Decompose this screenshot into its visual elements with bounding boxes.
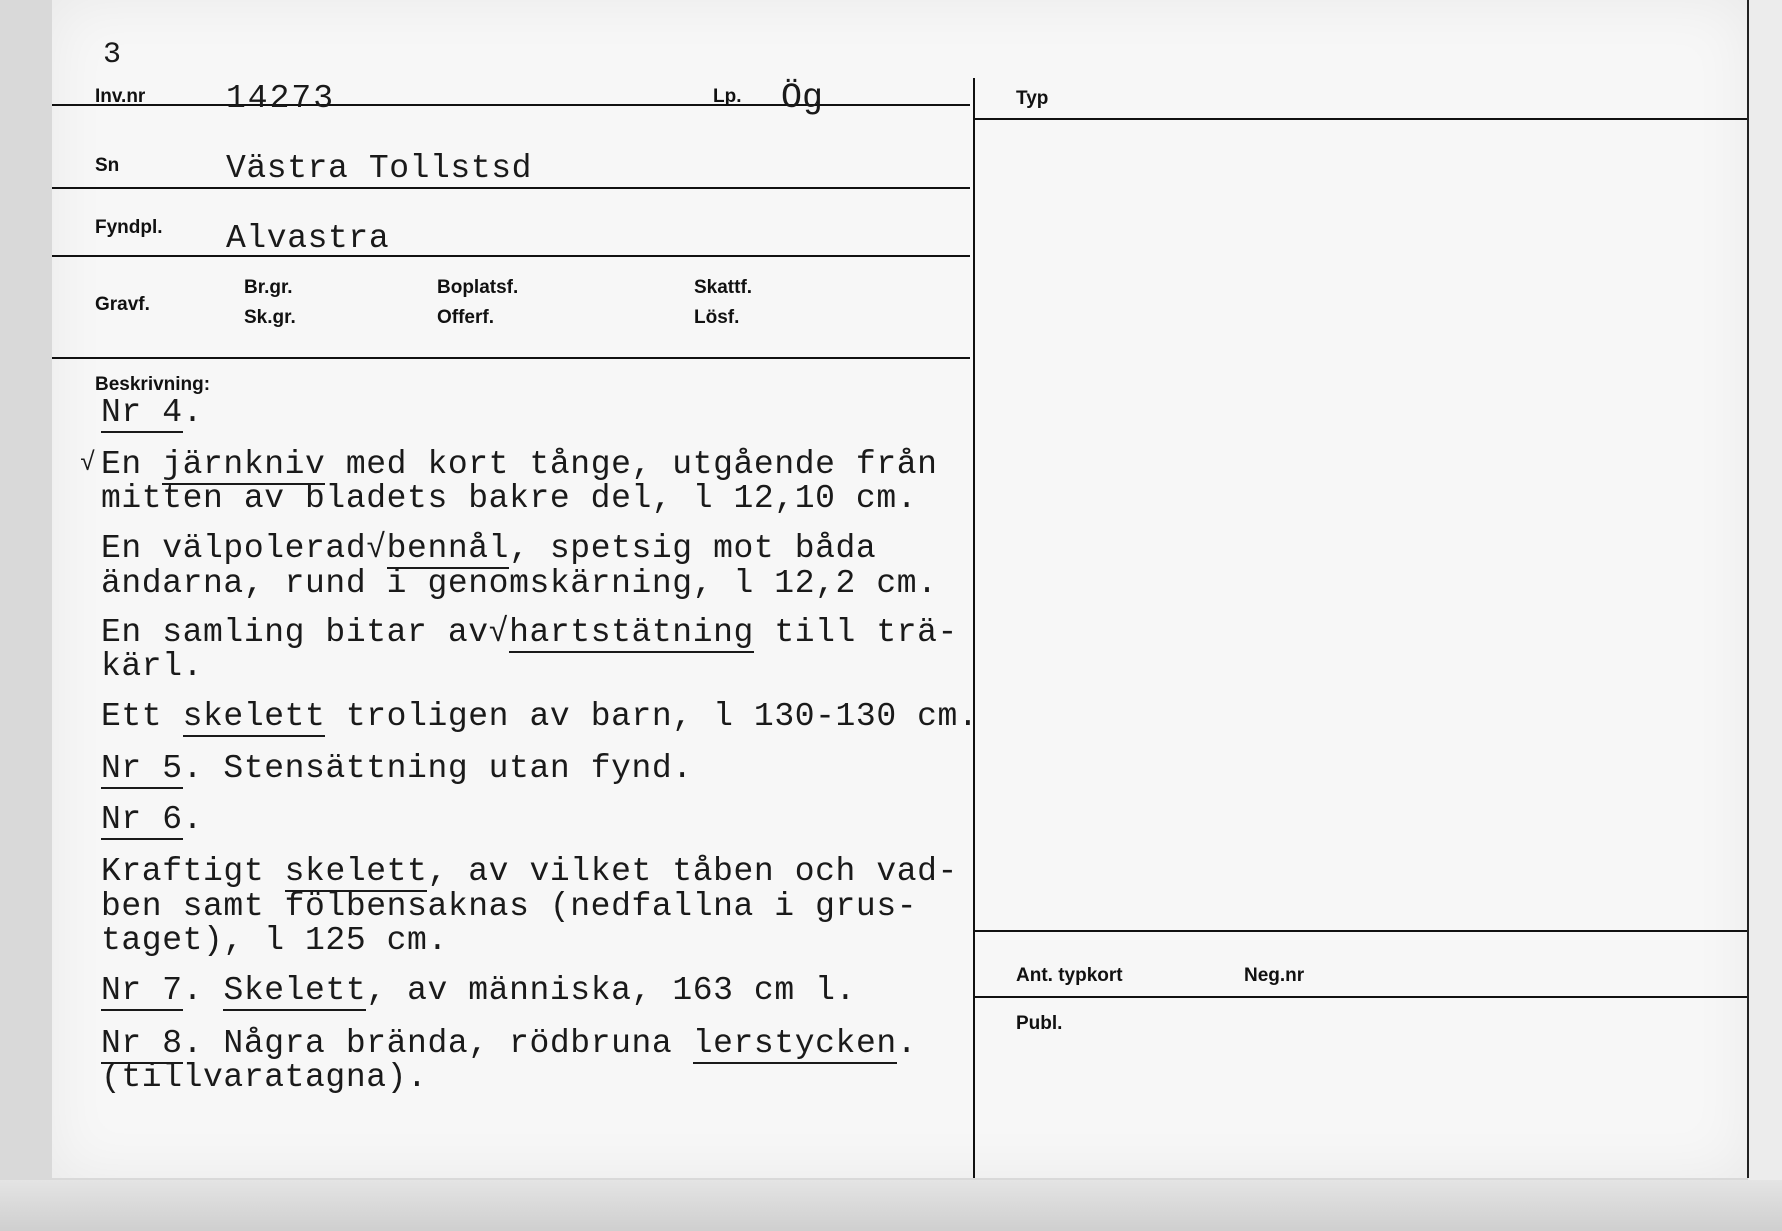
brgr-label: Br.gr. bbox=[244, 277, 293, 298]
desc-line-1-c: med kort tånge, utgående från bbox=[325, 446, 938, 483]
check-mark: √ bbox=[80, 448, 96, 478]
nr7-heading: Nr 7 bbox=[101, 972, 183, 1009]
desc-line-1 bbox=[101, 446, 938, 483]
sn-label: Sn bbox=[95, 155, 120, 176]
desc-line-14 bbox=[101, 1025, 917, 1062]
desc-line-7-a: Ett bbox=[101, 698, 183, 735]
desc-line-5-c: till trä- bbox=[753, 614, 958, 651]
keyword-hartstatning: hartstätning bbox=[509, 614, 754, 651]
keyword-jarnkniv: järnkniv bbox=[162, 446, 326, 483]
desc-line-4: ändarna, rund i genomskärning, l 12,2 cm. bbox=[101, 565, 938, 602]
keyword-bennal: bennål bbox=[386, 530, 510, 567]
desc-line-12: taget), l 125 cm. bbox=[101, 922, 448, 959]
row-line-sn bbox=[52, 187, 970, 189]
desc-line-10-a: Kraftigt bbox=[101, 853, 285, 890]
ant-typkort-label: Ant. typkort bbox=[1016, 965, 1123, 986]
desc-line-10-c: , av vilket tåben och vad- bbox=[427, 853, 958, 890]
nr4-heading-dot: . bbox=[182, 394, 204, 431]
keyword-skelett-1: skelett bbox=[182, 698, 326, 735]
fyndpl-value: Alvastra bbox=[226, 220, 390, 257]
column-divider bbox=[973, 78, 975, 1178]
desc-line-11: ben samt fölbensaknas (nedfallna i grus- bbox=[101, 888, 918, 925]
inv-label: Inv.nr bbox=[95, 86, 146, 107]
desc-line-7-c: troligen av barn, l 130-130 cm. bbox=[325, 698, 979, 735]
desc-line-2: mitten av bladets bakre del, l 12,10 cm. bbox=[101, 480, 918, 517]
desc-line-13-d: , av människa, 163 cm l. bbox=[366, 972, 856, 1009]
scan-bottom-strip bbox=[0, 1180, 1782, 1231]
offerf-label: Offerf. bbox=[437, 307, 494, 328]
desc-line-1-a: En bbox=[101, 446, 163, 483]
sn-value: Västra Tollstsd bbox=[226, 150, 533, 187]
gravf-label: Gravf. bbox=[95, 294, 150, 315]
skgr-label: Sk.gr. bbox=[244, 307, 296, 328]
publ-label: Publ. bbox=[1016, 1013, 1063, 1034]
desc-line-5 bbox=[101, 614, 958, 651]
desc-line-3-a: En välpolerad√ bbox=[101, 530, 387, 567]
desc-line-8 bbox=[101, 750, 693, 787]
row-line-ant bbox=[975, 930, 1747, 932]
nr4-heading bbox=[101, 394, 203, 431]
lp-label: Lp. bbox=[713, 86, 742, 107]
nr6-heading: Nr 6 bbox=[101, 801, 183, 838]
desc-line-7 bbox=[101, 698, 978, 735]
beskrivning-label: Beskrivning: bbox=[95, 374, 211, 395]
desc-line-5-a: En samling bitar av√ bbox=[101, 614, 510, 651]
desc-line-8-b: . Stensättning utan fynd. bbox=[182, 750, 693, 787]
desc-line-14-d: . bbox=[896, 1025, 918, 1062]
row-line-typ bbox=[975, 118, 1747, 120]
card-right-edge bbox=[1748, 0, 1782, 1231]
boplatsf-label: Boplatsf. bbox=[437, 277, 519, 298]
desc-line-3 bbox=[101, 530, 876, 567]
desc-line-9-b: . bbox=[182, 801, 204, 838]
desc-line-14-b: . Några brända, rödbruna bbox=[182, 1025, 693, 1062]
keyword-lerstycken: lerstycken bbox=[692, 1025, 897, 1062]
nr4-heading-text: Nr 4 bbox=[101, 394, 183, 431]
fyndpl-label: Fyndpl. bbox=[95, 217, 163, 238]
keyword-skelett-2: skelett bbox=[284, 853, 428, 890]
card-right-border bbox=[1747, 0, 1749, 1178]
desc-line-13-b: . bbox=[182, 972, 224, 1009]
desc-line-15: (tillvaratagna). bbox=[101, 1059, 428, 1096]
lp-value: Ög bbox=[781, 78, 824, 118]
desc-line-3-c: , spetsig mot båda bbox=[509, 530, 877, 567]
desc-line-9 bbox=[101, 801, 203, 838]
losf-label: Lösf. bbox=[694, 307, 740, 328]
nr5-heading: Nr 5 bbox=[101, 750, 183, 787]
row-line-inv bbox=[52, 104, 970, 106]
skattf-label: Skattf. bbox=[694, 277, 753, 298]
desc-line-6: kärl. bbox=[101, 648, 204, 685]
negnr-label: Neg.nr bbox=[1244, 965, 1305, 986]
corner-number: 3 bbox=[103, 38, 122, 72]
desc-line-10 bbox=[101, 853, 958, 890]
row-line-fyndpl bbox=[52, 255, 970, 257]
row-line-publ bbox=[975, 996, 1747, 998]
inv-value: 14273 bbox=[226, 80, 336, 117]
nr8-heading: Nr 8 bbox=[101, 1025, 183, 1062]
row-line-gravf bbox=[52, 357, 970, 359]
typ-label: Typ bbox=[1016, 88, 1049, 109]
keyword-skelett-3: Skelett bbox=[223, 972, 367, 1009]
desc-line-13 bbox=[101, 972, 856, 1009]
